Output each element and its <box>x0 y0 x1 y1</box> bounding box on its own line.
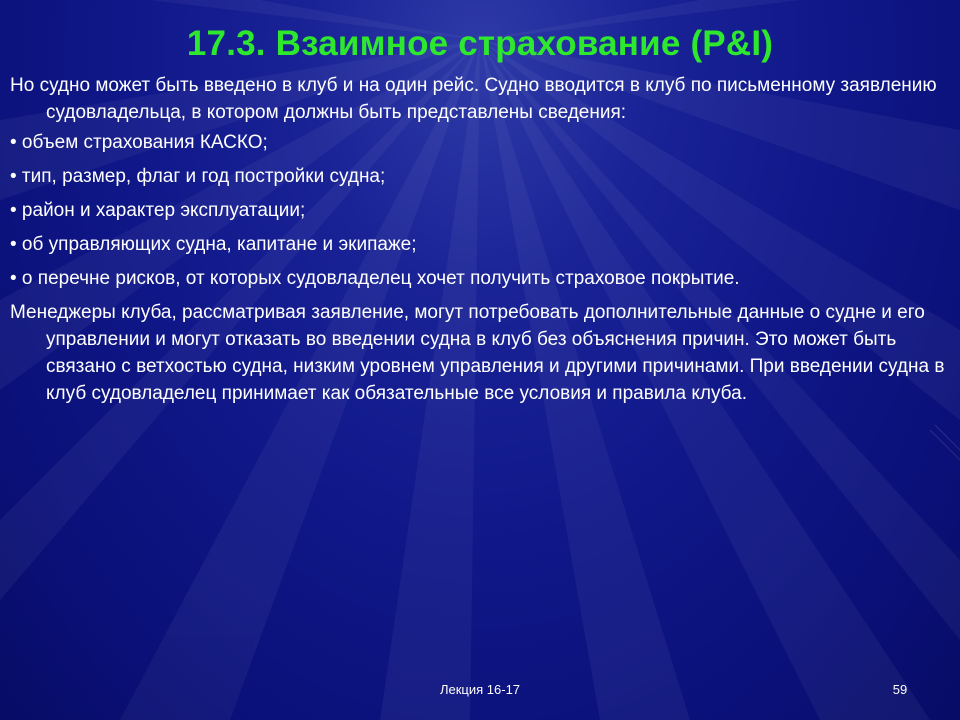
bullet-item: • о перечне рисков, от которых судовладелец хочет получить страховое покрытие. <box>10 268 740 289</box>
bullet-item: • тип, размер, флаг и год постройки судна; <box>10 166 386 187</box>
intro-paragraph: Но судно может быть введено в клуб и на один рейс. Судно вводится в клуб по письменному заявлению судовладельца, в котором должны быть представлены сведения: <box>10 75 937 123</box>
slide-title: 17.3. Взаимное страхование (P&I) <box>186 24 774 63</box>
bullet-item: • район и характер эксплуатации; <box>10 200 306 221</box>
footer-page-number: 59 <box>892 682 908 697</box>
slide-body <box>10 72 950 410</box>
footer-lecture-label: Лекция 16-17 <box>439 682 521 697</box>
bullet-item: • объем страхования КАСКО; <box>10 132 268 153</box>
outro-paragraph: Менеджеры клуба, рассматривая заявление, могут потребовать дополнительные данные о судне и его управлении и могут отказать во введении судна в клуб без объяснения причин. Это может быть связано с ветхостью судна, низким уровнем управления и другими причинами. При введении судна в клуб судовладелец принимает как обязательные все условия и правила клуба. <box>10 302 945 404</box>
bullet-item: • об управляющих судна, капитане и экипаже; <box>10 234 417 255</box>
